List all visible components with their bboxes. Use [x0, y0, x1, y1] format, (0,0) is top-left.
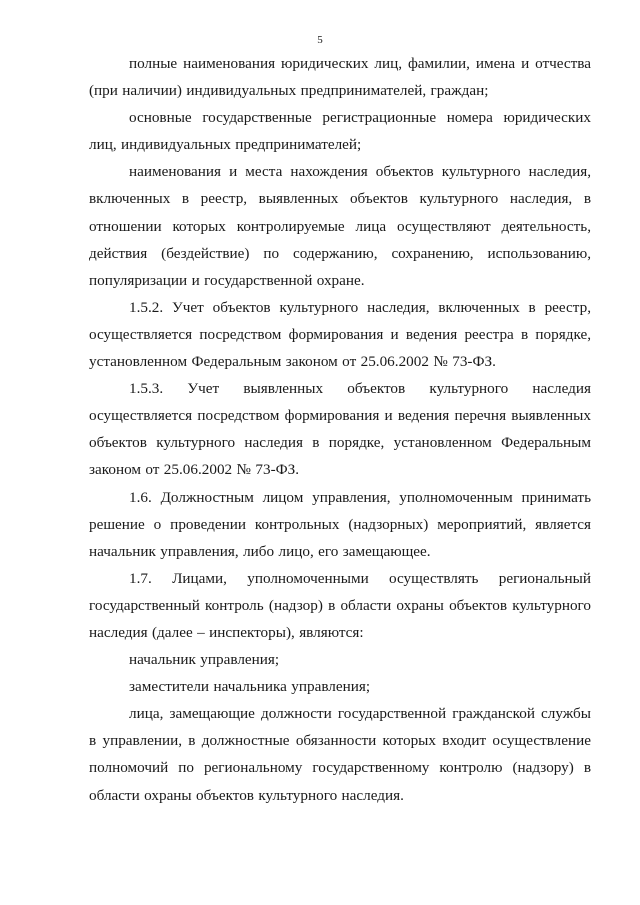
- page-number: 5: [317, 34, 323, 46]
- list-item-deputy-heads: заместители начальника управления;: [129, 678, 371, 696]
- paragraph-registration-numbers: основные государственные регистрационные номера юридических лиц, индивидуальных предпринимателей;: [89, 109, 591, 154]
- paragraph-1-7: 1.7. Лицами, уполномоченными осуществлять региональный государственный контроль (надзор) в области охраны объектов культурного наследия (далее – инспекторы), являются:: [89, 569, 591, 641]
- document-body: [89, 50, 591, 809]
- paragraph-legal-entity-names: полные наименования юридических лиц, фамилии, имена и отчества (при наличии) индивидуальных предпринимателей, граждан;: [89, 55, 591, 100]
- list-item-head-of-department: начальник управления;: [129, 651, 280, 669]
- list-item-civil-servants: лица, замещающие должности государственной гражданской службы в управлении, в должностные обязанности которых входит осуществление полномочий по региональному государственному контролю (надзору) в области охраны объектов культурного наследия.: [89, 705, 591, 804]
- paragraph-1-5-3: 1.5.3. Учет выявленных объектов культурного наследия осуществляется посредством формирования и ведения перечня выявленных объектов культурного наследия в порядке, установленном Федеральным законом от 25.06.2002 № 73-ФЗ.: [89, 380, 591, 479]
- paragraph-1-5-2: 1.5.2. Учет объектов культурного наследия, включенных в реестр, осуществляется посредством формирования и ведения реестра в порядке, установленном Федеральным законом от 25.06.2002 № 73-ФЗ.: [89, 298, 591, 371]
- paragraph-heritage-object-names: наименования и места нахождения объектов культурного наследия, включенных в реестр, выявленных объектов культурного наследия, в отношении которых контролируемые лица осуществляют деятельность, действия (бездействие) по содержанию, сохранению, использованию, популяризации и государственной охране.: [89, 163, 591, 289]
- paragraph-1-6: 1.6. Должностным лицом управления, уполномоченным принимать решение о проведении контрольных (надзорных) мероприятий, является начальник управления, либо лицо, его замещающее.: [89, 488, 591, 560]
